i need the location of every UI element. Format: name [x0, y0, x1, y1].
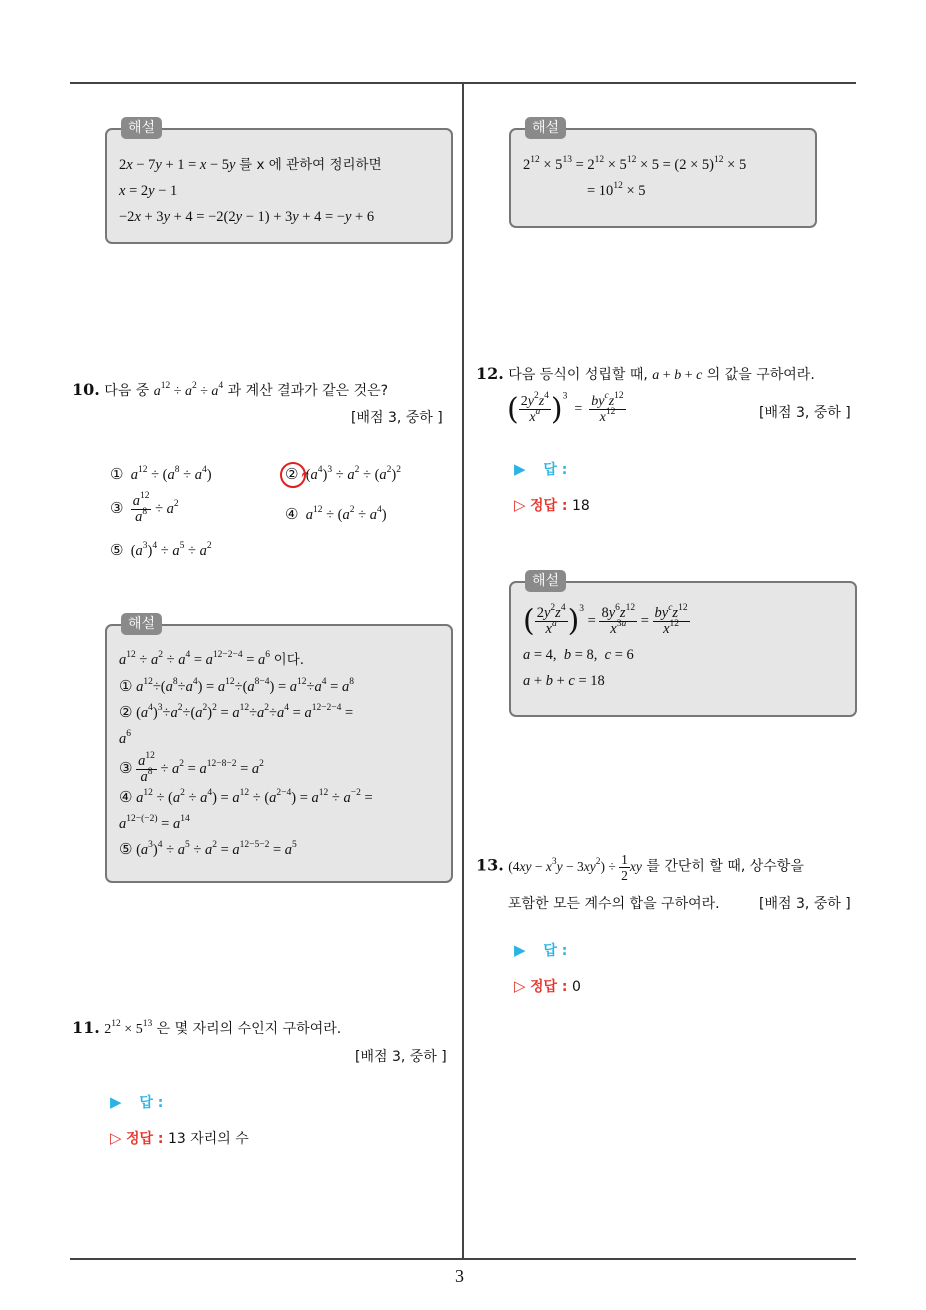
q9-sol-line-3: −2x + 3y + 4 = −2(2y − 1) + 3y + 4 = −y + 6 — [119, 209, 375, 225]
q12-sol-line-2: a = 4, b = 8, c = 6 — [523, 646, 634, 663]
q13-number: 13. — [476, 855, 504, 875]
q13-answer-row[interactable] — [514, 940, 567, 960]
answer-label: 답 : — [543, 462, 568, 478]
q12-score: [배점 3, 중하 ] — [759, 405, 851, 421]
solution-tag: 해설 — [121, 117, 162, 139]
correct-label: 정답 : — [530, 979, 568, 995]
q10-sol-line-8: ⑤ $(a^3)^4 \div a^5 \div a^2 = a^{12-5-2} = a^5$ — [119, 840, 297, 859]
q12-sol-line-3: a + b + c = 18 — [523, 672, 605, 689]
q13-post: 를 간단히 할 때, 상수항을 — [646, 858, 804, 875]
q11-post: 은 몇 자리의 수인지 구하여라. — [156, 1021, 342, 1037]
q12-equation: ( $\frac{2y^2z^4}{x^a}$ )$^3$ = $\frac{by^cz^{12}}{x^{12}}$ — [507, 391, 624, 427]
q10-choice-3[interactable]: ③ $\frac{a^{12}}{a^8}$ ÷ $a^2$ — [110, 491, 179, 525]
q13-expression: $(4xy - x^3y - 3xy^2)$ ÷ $\frac{1}{2}$ xy — [508, 852, 642, 883]
choice-number: ③ — [110, 498, 124, 517]
q13-correct-row — [514, 976, 581, 996]
play-triangle-icon: ▶ — [514, 460, 526, 478]
play-triangle-icon: ▶ — [110, 1093, 122, 1111]
q10-score: [배점 3, 중하 ] — [351, 410, 443, 426]
page-number: 3 — [455, 1266, 464, 1286]
q10-sol-suffix: 이다. — [273, 652, 305, 668]
q10-sol-line-1: $a^{12} \div a^2 \div a^4 = a^{12-2-4} = a^6$ 이다. — [119, 650, 305, 668]
q12-number: 12. — [476, 364, 504, 383]
choice-number: ④ — [285, 505, 299, 523]
q10-choice-4[interactable]: ④ $a^{12} \div (a^2 \div a^4)$ — [285, 505, 387, 523]
correct-value: 0 — [571, 979, 581, 995]
q10-expression: $a^{12} \div a^2 \div a^4$ — [153, 381, 224, 399]
correct-label: 정답 : — [126, 1131, 164, 1147]
q11-question — [72, 1018, 341, 1038]
q9-sol-line-1-text: 를 x 에 관하여 정리하면 — [239, 157, 382, 173]
q12-correct-row — [514, 495, 590, 515]
choice-number: ② — [285, 465, 299, 483]
q10-sol-line-4: $a^6$ — [119, 728, 131, 747]
q11-expression: $2^{12} \times 5^{13}$ — [104, 1019, 153, 1037]
q12-post: 의 값을 구하여라. — [706, 367, 815, 383]
q10-sol-line-5: ③ $\frac{a^{12}}{a^8}$ ÷ $a^2 = a^{12-8-2} = a^2$ — [119, 751, 264, 786]
q12-solution-box — [509, 573, 857, 717]
outline-triangle-icon: ▷ — [110, 1129, 122, 1147]
answer-label: 답 : — [543, 943, 568, 959]
q10-number: 10. — [72, 380, 100, 399]
q12-pre: 다음 등식이 성립할 때, — [508, 367, 648, 383]
correct-value: 13 자리의 수 — [167, 1131, 249, 1147]
play-triangle-icon: ▶ — [514, 941, 526, 959]
q10-sol-line-7: $a^{12-(-2)} = a^{14}$ — [119, 813, 190, 832]
q9-sol-line-1: 2x − 7y + 1 = x − 5y 를 x 에 관하여 정리하면 — [119, 157, 382, 173]
q10-choice-1[interactable]: ① $a^{12} \div (a^8 \div a^4)$ — [110, 465, 212, 483]
q11-correct-row — [110, 1128, 249, 1148]
q12-question — [476, 364, 815, 384]
bottom-rule — [70, 1258, 856, 1260]
q12-sol-line-1: ( $\frac{2y^2z^4}{x^a}$ )$^3$ = $\frac{8y^6z^{12}}{x^{3a}}$ = $\frac{by^cz^{12}}{x^{12}}$ — [523, 603, 688, 639]
correct-value: 18 — [571, 498, 590, 514]
q10-sol-line-3: ② $(a^4)^3\div a^2\div(a^2)^2 = a^{12}\div a^2\div a^4 = a^{12-2-4}$ = — [119, 703, 354, 721]
q10-post: 과 계산 결과가 같은 것은? — [227, 383, 389, 399]
q9-solution-box — [105, 120, 453, 244]
q11-score: [배점 3, 중하 ] — [355, 1049, 447, 1065]
q11-number: 11. — [72, 1018, 100, 1037]
choice-number: ① — [110, 465, 124, 483]
q12-answer-row[interactable] — [514, 459, 567, 479]
solution-tag: 해설 — [121, 613, 162, 635]
q13-score: [배점 3, 중하 ] — [759, 896, 851, 912]
q9-sol-line-2: x = 2y − 1 — [119, 183, 178, 199]
choice-number: ⑤ — [110, 541, 124, 559]
solution-tag: 해설 — [525, 117, 566, 139]
outline-triangle-icon: ▷ — [514, 496, 526, 514]
column-divider — [462, 83, 464, 1259]
q10-choice-5[interactable]: ⑤ $(a^3)^4 \div a^5 \div a^2$ — [110, 541, 212, 559]
correct-label: 정답 : — [530, 498, 568, 514]
q10-sol-line-6: ④ $a^{12} \div (a^2 \div a^4) = a^{12} \div (a^{2-4}) = a^{12} \div a^{-2}$ = — [119, 788, 373, 807]
q10-question — [72, 380, 388, 400]
outline-triangle-icon: ▷ — [514, 977, 526, 995]
q13-question — [476, 852, 804, 883]
solution-tag: 해설 — [525, 570, 566, 592]
q11-solution-box — [509, 120, 817, 228]
answer-label: 답 : — [139, 1095, 164, 1111]
q10-choice-2[interactable]: ② $(a^4)^3 \div a^2 \div (a^2)^2$ — [285, 465, 401, 483]
q11-sol-line-1: $2^{12} \times 5^{13} = 2^{12} \times 5^{12} \times 5 = (2 \times 5)^{12} \times 5$ — [523, 155, 747, 173]
q12-expression: a + b + c — [652, 368, 703, 383]
q10-pre: 다음 중 — [104, 383, 150, 399]
q13-line-2: 포함한 모든 계수의 합을 구하여라. — [508, 896, 720, 912]
q11-answer-row[interactable] — [110, 1092, 163, 1112]
q10-solution-box — [105, 616, 453, 883]
q11-sol-line-2: = $10^{12} \times 5$ — [587, 181, 646, 199]
q10-sol-line-2: ① $a^{12}\div(a^8\div a^4) = a^{12}\div(a^{8-4}) = a^{12}\div a^4 = a^8$ — [119, 676, 354, 695]
